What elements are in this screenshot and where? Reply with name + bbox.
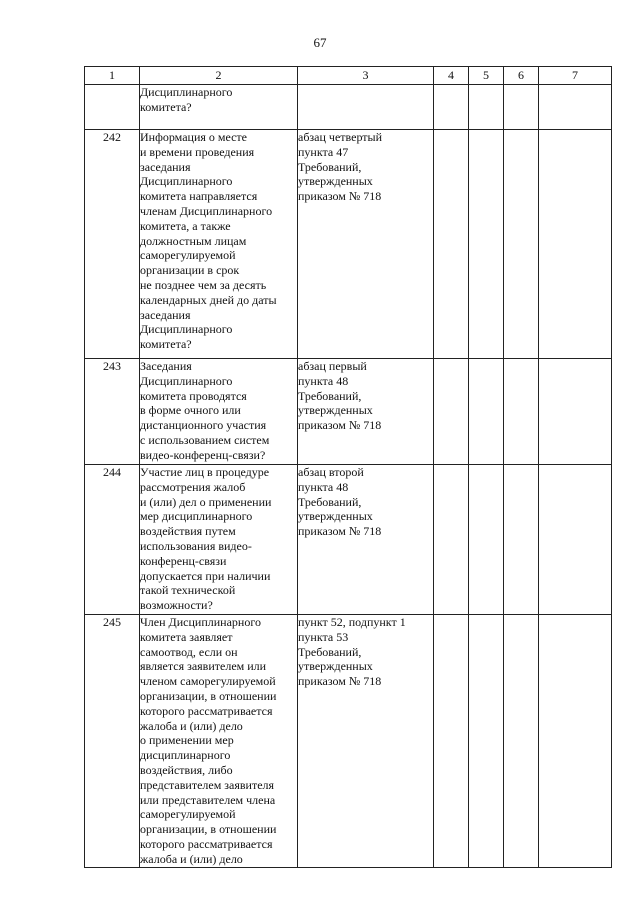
column-header-7: 7 — [539, 67, 612, 85]
row-number: 243 — [85, 359, 140, 465]
answer-cell-no — [469, 465, 504, 615]
column-header-1: 1 — [85, 67, 140, 85]
column-header-4: 4 — [434, 67, 469, 85]
answer-cell-na — [504, 359, 539, 465]
question-text: Заседания Дисциплинарного комитета проводятся в форме очного или дистанционного участия с использованием систем видео-конференц-связи? — [140, 359, 298, 465]
header-row — [85, 67, 612, 85]
table-row — [85, 465, 612, 615]
note-cell — [539, 130, 612, 359]
row-number: 245 — [85, 615, 140, 868]
page-number: 67 — [313, 35, 327, 50]
row-number: 244 — [85, 465, 140, 615]
legal-reference: абзац четвертый пункта 47 Требований, утвержденных приказом № 718 — [298, 130, 434, 359]
column-header-5: 5 — [469, 67, 504, 85]
answer-cell-na — [504, 130, 539, 359]
answer-cell-no — [469, 359, 504, 465]
note-cell — [539, 615, 612, 868]
column-header-2: 2 — [140, 67, 298, 85]
legal-reference: абзац второй пункта 48 Требований, утвержденных приказом № 718 — [298, 465, 434, 615]
table-row-continuation — [85, 85, 612, 130]
answer-cell-no — [469, 85, 504, 130]
column-header-3: 3 — [298, 67, 434, 85]
note-cell — [539, 85, 612, 130]
table-row — [85, 359, 612, 465]
answer-cell-na — [504, 85, 539, 130]
row-number: 242 — [85, 130, 140, 359]
table-row — [85, 130, 612, 359]
legal-reference: пункт 52, подпункт 1 пункта 53 Требований, утвержденных приказом № 718 — [298, 615, 434, 868]
note-cell — [539, 465, 612, 615]
column-header-6: 6 — [504, 67, 539, 85]
answer-cell-no — [469, 130, 504, 359]
legal-reference — [298, 85, 434, 130]
answer-cell-yes — [434, 85, 469, 130]
note-cell — [539, 359, 612, 465]
table-row — [85, 615, 612, 868]
checklist-table — [84, 66, 612, 868]
legal-reference: абзац первый пункта 48 Требований, утвержденных приказом № 718 — [298, 359, 434, 465]
row-number — [85, 85, 140, 130]
answer-cell-na — [504, 615, 539, 868]
question-text: Член Дисциплинарного комитета заявляет самоотвод, если он является заявителем или членом саморегулируемой организации, в отношении которого рассматривается жалоба и (или) дело о применении мер дисциплинарного воздействия, либо представителем заявителя или представителем члена саморегулируемой организации, в отношении которого рассматривается жалоба и (или) дело — [140, 615, 298, 868]
question-text: Участие лиц в процедуре рассмотрения жалоб и (или) дел о применении мер дисциплинарного воздействия путем использования видео- конференц-связи допускается при наличии такой технической возможности? — [140, 465, 298, 615]
answer-cell-no — [469, 615, 504, 868]
question-text: Информация о месте и времени проведения заседания Дисциплинарного комитета направляется членам Дисциплинарного комитета, а также должностным лицам саморегулируемой организации в срок не позднее чем за десять календарных дней до даты заседания Дисциплинарного комитета? — [140, 130, 298, 359]
answer-cell-yes — [434, 130, 469, 359]
question-text: Дисциплинарного комитета? — [140, 85, 298, 130]
answer-cell-yes — [434, 615, 469, 868]
answer-cell-na — [504, 465, 539, 615]
answer-cell-yes — [434, 465, 469, 615]
answer-cell-yes — [434, 359, 469, 465]
